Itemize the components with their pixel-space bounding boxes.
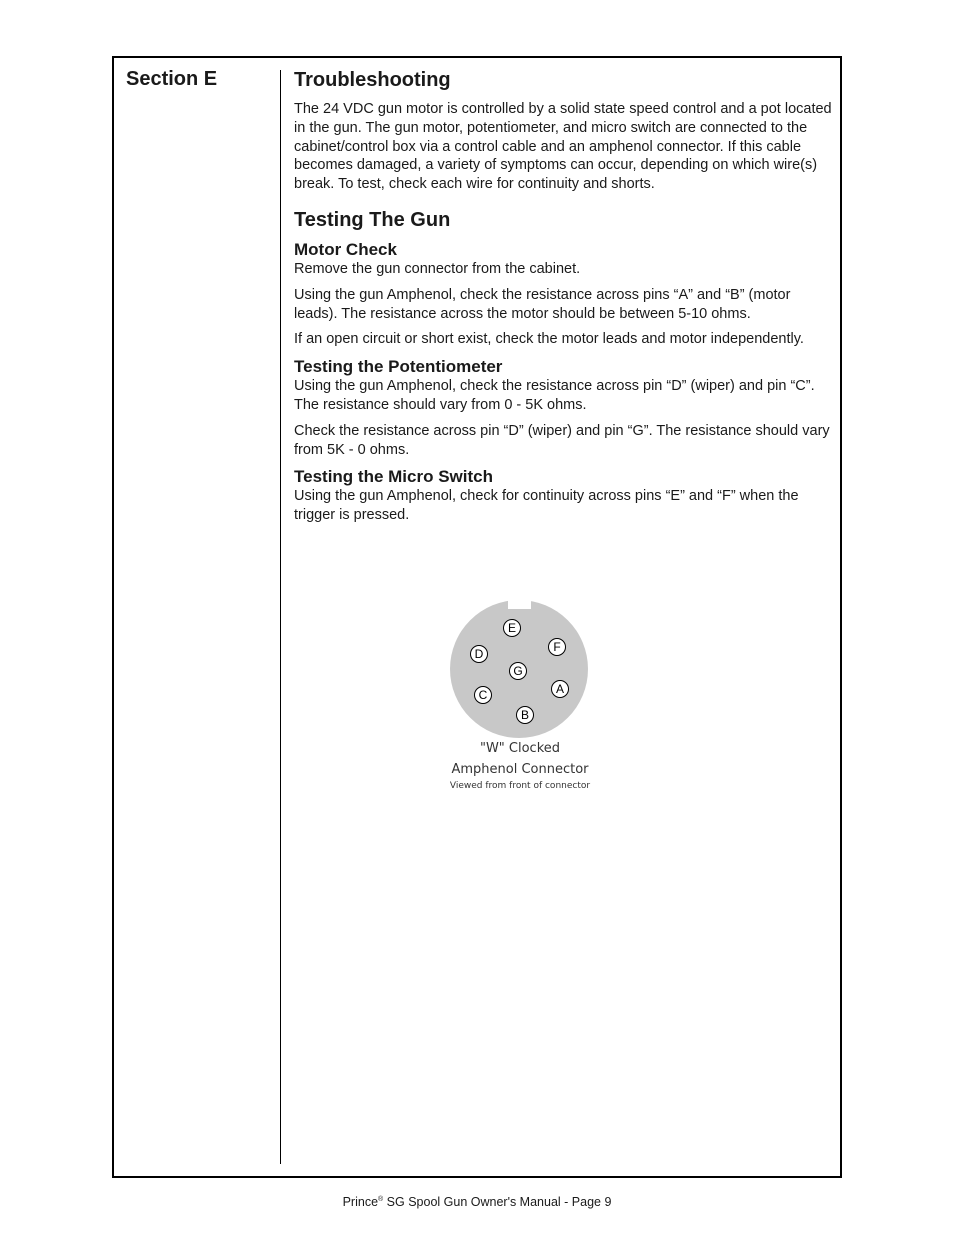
pin-a: [552, 681, 569, 698]
motor-check-p2: Using the gun Amphenol, check the resistance across pins “A” and “B” (motor leads). The resistance across the motor should be between 5-10 ohms.: [294, 286, 791, 322]
micro-switch-p1: Using the gun Amphenol, check for continuity across pins “E” and “F” when the trigger is pressed.: [294, 488, 799, 524]
pin-c: [475, 687, 492, 704]
pin-c-label: C: [478, 688, 488, 702]
intro-paragraph: The 24 VDC gun motor is controlled by a solid state speed control and a pot located in the gun. The gun motor, potentiometer, and micro switch are connected to the cabinet/control box via a control cable and an amphenol connector. If this cable becomes damaged, a variety of symptoms can occur, depending on which wire(s) break. To test, check each wire for continuity and shorts.: [294, 101, 832, 193]
pin-b-label: B: [520, 708, 530, 722]
section-label: Section E: [126, 68, 218, 90]
pin-e: [504, 620, 521, 637]
pin-f: [549, 639, 566, 656]
connector-key-notch: [508, 599, 531, 609]
testing-title: Testing The Gun: [294, 208, 451, 231]
main-content: [294, 68, 832, 532]
pin-e-label: E: [507, 621, 517, 635]
potentiometer-p2: Check the resistance across pin “D” (wiper) and pin “G”. The resistance should vary from 5K - 0 ohms.: [294, 422, 830, 458]
micro-switch-heading: Testing the Micro Switch: [294, 467, 493, 487]
pin-g: [510, 663, 527, 680]
connector-caption-view: Viewed from front of connector: [449, 781, 591, 791]
pin-d: [471, 646, 488, 663]
pin-b: [517, 707, 534, 724]
footer-brand: Prince: [342, 1195, 379, 1209]
pin-d-label: D: [474, 647, 484, 661]
column-divider: [280, 70, 281, 1164]
motor-check-p1: Remove the gun connector from the cabinet.: [294, 260, 581, 277]
page-title: Troubleshooting: [294, 69, 451, 91]
pin-g-label: G: [513, 664, 523, 678]
motor-check-p3: If an open circuit or short exist, check the motor leads and motor independently.: [294, 331, 804, 348]
potentiometer-heading: Testing the Potentiometer: [294, 357, 503, 377]
page-footer: [0, 1195, 954, 1209]
potentiometer-p1: Using the gun Amphenol, check the resistance across pin “D” (wiper) and pin “C”. The resistance should vary from 0 - 5K ohms.: [294, 378, 815, 413]
connector-caption-clocked: "W" Clocked: [479, 741, 561, 756]
pin-f-label: F: [553, 640, 561, 654]
registered-mark: ®: [378, 1195, 384, 1203]
connector-caption-name: Amphenol Connector: [451, 762, 589, 777]
motor-check-heading: Motor Check: [294, 239, 397, 259]
footer-text: SG Spool Gun Owner's Manual - Page 9: [383, 1195, 612, 1209]
pin-a-label: A: [555, 682, 565, 696]
